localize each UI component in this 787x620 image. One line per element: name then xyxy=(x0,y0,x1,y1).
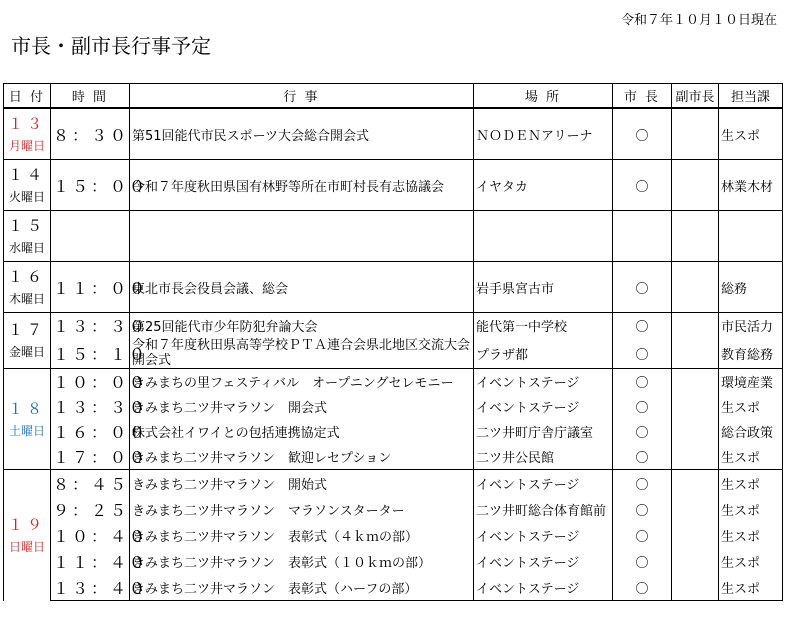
weekday-label: 木曜日 xyxy=(8,291,45,306)
table-row xyxy=(4,444,783,470)
schedule-table xyxy=(3,83,783,601)
day-cell xyxy=(4,108,51,160)
vice-mayor-attend-cell xyxy=(672,470,719,497)
place-cell: 能代第一中学校 xyxy=(474,313,613,339)
day-cell xyxy=(4,470,51,601)
department-cell: 教育総務 xyxy=(719,338,783,369)
vice-mayor-attend-cell xyxy=(672,394,719,419)
col-header-time: 時 間 xyxy=(51,84,130,109)
department-cell: 生スポ xyxy=(719,394,783,419)
vice-mayor-attend-cell xyxy=(672,108,719,160)
event-cell: 株式会社イワイとの包括連携協定式 xyxy=(130,419,474,444)
day-cell xyxy=(4,211,51,262)
department-cell: 総合政策 xyxy=(719,419,783,444)
time-cell: １０：４０ xyxy=(51,522,130,548)
day-number: １７ xyxy=(7,321,46,339)
weekday-label: 月曜日 xyxy=(8,138,45,153)
time-cell: ９：２５ xyxy=(51,496,130,522)
table-row xyxy=(4,394,783,419)
department-cell: 生スポ xyxy=(719,574,783,601)
event-cell xyxy=(130,211,474,262)
department-cell: 生スポ xyxy=(719,522,783,548)
vice-mayor-attend-cell xyxy=(672,211,719,262)
table-row xyxy=(4,313,783,339)
event-cell: きみまちの里フェスティバル オープニングセレモニー xyxy=(130,369,474,395)
time-cell: １１：００ xyxy=(51,262,130,313)
mayor-attend-cell: 〇 xyxy=(613,574,672,601)
day-cell xyxy=(4,313,51,369)
mayor-attend-cell: 〇 xyxy=(613,419,672,444)
department-cell: 生スポ xyxy=(719,496,783,522)
department-cell: 生スポ xyxy=(719,108,783,160)
place-cell: イベントステージ xyxy=(474,394,613,419)
time-cell: １３：４０ xyxy=(51,574,130,601)
event-cell: きみまち二ツ井マラソン 歓迎レセプション xyxy=(130,444,474,470)
schedule-body xyxy=(4,108,783,601)
table-row xyxy=(4,574,783,601)
department-cell: 総務 xyxy=(719,262,783,313)
mayor-attend-cell xyxy=(613,211,672,262)
vice-mayor-attend-cell xyxy=(672,496,719,522)
mayor-attend-cell: 〇 xyxy=(613,394,672,419)
weekday-label: 金曜日 xyxy=(8,345,45,359)
table-row xyxy=(4,160,783,211)
time-cell: １３：３０ xyxy=(51,394,130,419)
col-header-event: 行 事 xyxy=(130,84,474,109)
place-cell: イベントステージ xyxy=(474,369,613,395)
page-title: 市長・副市長行事予定 xyxy=(11,34,211,58)
vice-mayor-attend-cell xyxy=(672,574,719,601)
event-cell: きみまち二ツ井マラソン 表彰式（４ｋｍの部） xyxy=(130,522,474,548)
event-cell: 令和７年度秋田県高等学校ＰＴＡ連合会県北地区交流大会開会式 xyxy=(130,338,474,369)
day-number: １６ xyxy=(7,267,46,286)
place-cell: 二ツ井町総合体育館前 xyxy=(474,496,613,522)
place-cell: プラザ都 xyxy=(474,338,613,369)
mayor-attend-cell: 〇 xyxy=(613,108,672,160)
place-cell: 二ツ井公民館 xyxy=(474,444,613,470)
department-cell: 環境産業 xyxy=(719,369,783,395)
day-cell xyxy=(4,262,51,313)
mayor-attend-cell: 〇 xyxy=(613,444,672,470)
event-cell: 第25回能代市少年防犯弁論大会 xyxy=(130,313,474,339)
mayor-attend-cell: 〇 xyxy=(613,470,672,497)
vice-mayor-attend-cell xyxy=(672,160,719,211)
place-cell: イベントステージ xyxy=(474,522,613,548)
table-row xyxy=(4,369,783,395)
vice-mayor-attend-cell xyxy=(672,522,719,548)
mayor-attend-cell: 〇 xyxy=(613,338,672,369)
day-number: １５ xyxy=(7,216,46,235)
day-cell xyxy=(4,369,51,470)
table-row xyxy=(4,262,783,313)
department-cell xyxy=(719,211,783,262)
mayor-attend-cell: 〇 xyxy=(613,496,672,522)
time-cell: １６：００ xyxy=(51,419,130,444)
event-cell: きみまち二ツ井マラソン 表彰式（ハーフの部） xyxy=(130,574,474,601)
weekday-label: 水曜日 xyxy=(8,240,45,255)
mayor-attend-cell: 〇 xyxy=(613,160,672,211)
table-row xyxy=(4,338,783,369)
place-cell: 岩手県宮古市 xyxy=(474,262,613,313)
day-number: １３ xyxy=(7,114,46,133)
table-row xyxy=(4,470,783,497)
place-cell: イベントステージ xyxy=(474,470,613,497)
event-cell: きみまち二ツ井マラソン マラソンスターター xyxy=(130,496,474,522)
mayor-attend-cell: 〇 xyxy=(613,262,672,313)
department-cell: 市民活力 xyxy=(719,313,783,339)
department-cell: 生スポ xyxy=(719,548,783,574)
department-cell: 林業木材 xyxy=(719,160,783,211)
department-cell: 生スポ xyxy=(719,470,783,497)
header-row xyxy=(4,84,783,109)
event-cell: きみまち二ツ井マラソン 表彰式（１０ｋｍの部） xyxy=(130,548,474,574)
vice-mayor-attend-cell xyxy=(672,419,719,444)
mayor-attend-cell: 〇 xyxy=(613,369,672,395)
place-cell: イベントステージ xyxy=(474,548,613,574)
vice-mayor-attend-cell xyxy=(672,338,719,369)
table-row xyxy=(4,548,783,574)
day-number: １９ xyxy=(7,515,46,534)
day-number: １８ xyxy=(7,399,46,418)
event-cell: 令和７年度秋田県国有林野等所在市町村長有志協議会 xyxy=(130,160,474,211)
mayor-attend-cell: 〇 xyxy=(613,313,672,339)
vice-mayor-attend-cell xyxy=(672,444,719,470)
time-cell: １０：００ xyxy=(51,369,130,395)
event-cell: 東北市長会役員会議、総会 xyxy=(130,262,474,313)
vice-mayor-attend-cell xyxy=(672,262,719,313)
day-cell xyxy=(4,160,51,211)
place-cell: イヤタカ xyxy=(474,160,613,211)
event-cell: 第51回能代市民スポーツ大会総合開会式 xyxy=(130,108,474,160)
place-cell: 二ツ井町庁舎庁議室 xyxy=(474,419,613,444)
time-cell: １５：１０ xyxy=(51,338,130,369)
event-cell: きみまち二ツ井マラソン 開始式 xyxy=(130,470,474,497)
time-cell: １７：００ xyxy=(51,444,130,470)
place-cell: イベントステージ xyxy=(474,574,613,601)
table-row xyxy=(4,419,783,444)
time-cell: ８：３０ xyxy=(51,108,130,160)
department-cell: 生スポ xyxy=(719,444,783,470)
table-row xyxy=(4,522,783,548)
day-number: １４ xyxy=(7,165,46,184)
mayor-attend-cell: 〇 xyxy=(613,548,672,574)
vice-mayor-attend-cell xyxy=(672,313,719,339)
time-cell: １３：３０ xyxy=(51,313,130,339)
weekday-label: 土曜日 xyxy=(8,423,45,438)
col-header-department: 担当課 xyxy=(719,84,783,109)
place-cell xyxy=(474,211,613,262)
vice-mayor-attend-cell xyxy=(672,369,719,395)
time-cell: ８：４５ xyxy=(51,470,130,497)
table-row xyxy=(4,108,783,160)
col-header-date: 日 付 xyxy=(4,84,51,109)
place-cell: ＮＯＤＥＮアリーナ xyxy=(474,108,613,160)
time-cell xyxy=(51,211,130,262)
event-cell: きみまち二ツ井マラソン 開会式 xyxy=(130,394,474,419)
table-row xyxy=(4,496,783,522)
time-cell: １１：４０ xyxy=(51,548,130,574)
table-row xyxy=(4,211,783,262)
col-header-mayor: 市 長 xyxy=(613,84,672,109)
weekday-label: 火曜日 xyxy=(8,189,45,204)
col-header-place: 場 所 xyxy=(474,84,613,109)
weekday-label: 日曜日 xyxy=(8,539,45,554)
time-cell: １５：００ xyxy=(51,160,130,211)
mayor-attend-cell: 〇 xyxy=(613,522,672,548)
col-header-vice-mayor: 副市長 xyxy=(672,84,719,109)
as-of-date: 令和７年１０月１０日現在 xyxy=(620,13,777,28)
vice-mayor-attend-cell xyxy=(672,548,719,574)
